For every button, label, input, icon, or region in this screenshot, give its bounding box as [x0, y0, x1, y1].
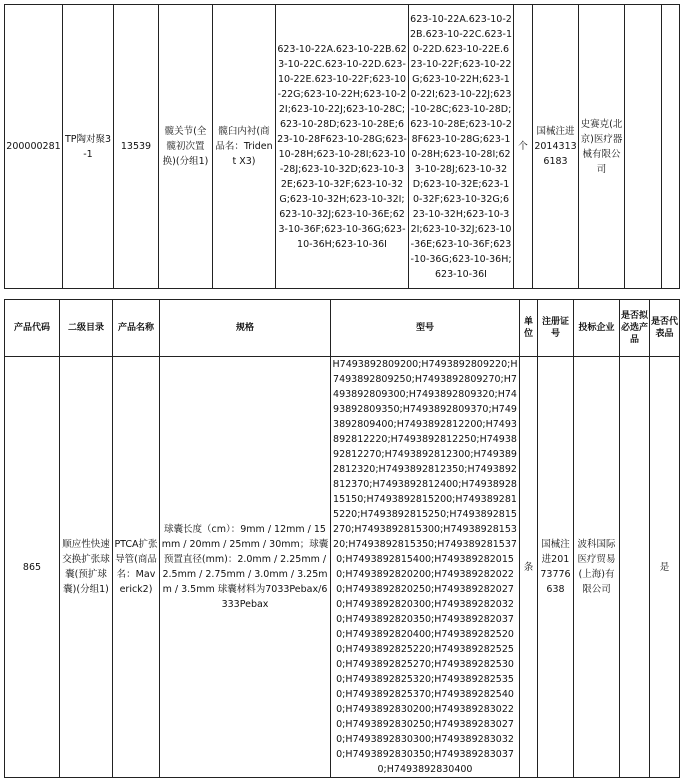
- product-table-2: [4, 299, 680, 778]
- model-list-b: 623-10-22A.623-10-22B.623-10-22C.623-10-22D.623-10-22E.623-10-22F;623-10-22G;623-10-22H;623-10-22I;623-10-22J;623-10-28C;623-10-28D;623-10-28E;623-10-28F623-10-28G;623-10-28H;623-10-28I;623-10-28J;623-10-32D;623-10-32E;623-10-32F;623-10-32G;623-10-32H;623-10-32I;623-10-32J;623-10-36E;623-10-36F;623-10-36G;623-10-36H;623-10-36I: [409, 5, 514, 289]
- product-table-1: [4, 4, 680, 289]
- company: 波科国际医疗贸易(上海)有限公司: [574, 357, 620, 778]
- product-code: 200000281: [5, 5, 63, 289]
- unit: 个: [514, 5, 533, 289]
- representative-flag: 是: [650, 357, 680, 778]
- registration-number: 国械注进20173776638: [538, 357, 574, 778]
- header-row: [5, 300, 680, 357]
- unit: 条: [520, 357, 538, 778]
- header-unit: 单位: [520, 300, 538, 357]
- count: 13539: [114, 5, 159, 289]
- representative-flag: [662, 5, 680, 289]
- model-list-a: 623-10-22A.623-10-22B.623-10-22C.623-10-22D.623-10-22E.623-10-22F;623-10-22G;623-10-22H;623-10-22I;623-10-22J;623-10-28C;623-10-28D;623-10-28E;623-10-28F623-10-28G;623-10-28H;623-10-28I;623-10-28J;623-10-32D;623-10-32E;623-10-32F;623-10-32G;623-10-32H;623-10-32I;623-10-32J;623-10-36E;623-10-36F;623-10-36G;623-10-36H;623-10-36I: [276, 5, 409, 289]
- category: 顺应性快速交换扩张球囊(预扩球囊)(分组1): [60, 357, 113, 778]
- spec: 髋臼内衬(商品名：Trident X3): [213, 5, 276, 289]
- table-row: [5, 5, 680, 289]
- product-name: 髋关节(全髋初次置换)(分组1): [159, 5, 213, 289]
- required-flag: [625, 5, 662, 289]
- header-registration: 注册证号: [538, 300, 574, 357]
- header-representative: 是否代表品: [650, 300, 680, 357]
- model-list: H7493892809200;H7493892809220;H7493892809250;H7493892809270;H7493892809300;H7493892809320;H7493892809350;H7493892809370;H7493892809400;H7493892812200;H7493892812220;H7493892812250;H7493892812270;H7493892812300;H7493892812320;H7493892812350;H7493892812370;H7493892812400;H7493892815150;H7493892815200;H7493892815220;H7493892815250;H7493892815270;H7493892815300;H7493892815320;H7493892815350;H7493892815370;H7493892815400;H7493892820150;H7493892820200;H7493892820220;H7493892820250;H7493892820270;H7493892820300;H7493892820320;H7493892820350;H7493892820370;H7493892820400;H7493892825200;H7493892825220;H7493892825250;H7493892825270;H7493892825300;H7493892825320;H7493892825350;H7493892825370;H7493892825400;H7493892830200;H7493892830220;H7493892830250;H7493892830270;H7493892830300;H7493892830320;H7493892830350;H7493892830370;H7493892830400: [331, 357, 520, 778]
- table-row: [5, 357, 680, 778]
- header-spec: 规格: [160, 300, 331, 357]
- registration-number: 国械注进20143136183: [533, 5, 579, 289]
- header-company: 投标企业: [574, 300, 620, 357]
- category: TP陶对聚3-1: [63, 5, 114, 289]
- spec: 球囊长度（cm）：9mm / 12mm / 15mm / 20mm / 25mm / 30mm；球囊预置直径(mm)：2.0mm / 2.25mm / 2.5mm / 2.75mm / 3.0mm / 3.25mm / 3.5mm 球囊材料为7033Pebax/6333Pebax: [160, 357, 331, 778]
- header-code: 产品代码: [5, 300, 60, 357]
- required-flag: [620, 357, 650, 778]
- product-name: PTCA扩张导管(商品名：Maverick2): [113, 357, 160, 778]
- header-name: 产品名称: [113, 300, 160, 357]
- product-code: 865: [5, 357, 60, 778]
- header-required: 是否拟必选产品: [620, 300, 650, 357]
- header-category: 二级目录: [60, 300, 113, 357]
- header-model: 型号: [331, 300, 520, 357]
- company: 史赛克(北京)医疗器械有限公司: [579, 5, 625, 289]
